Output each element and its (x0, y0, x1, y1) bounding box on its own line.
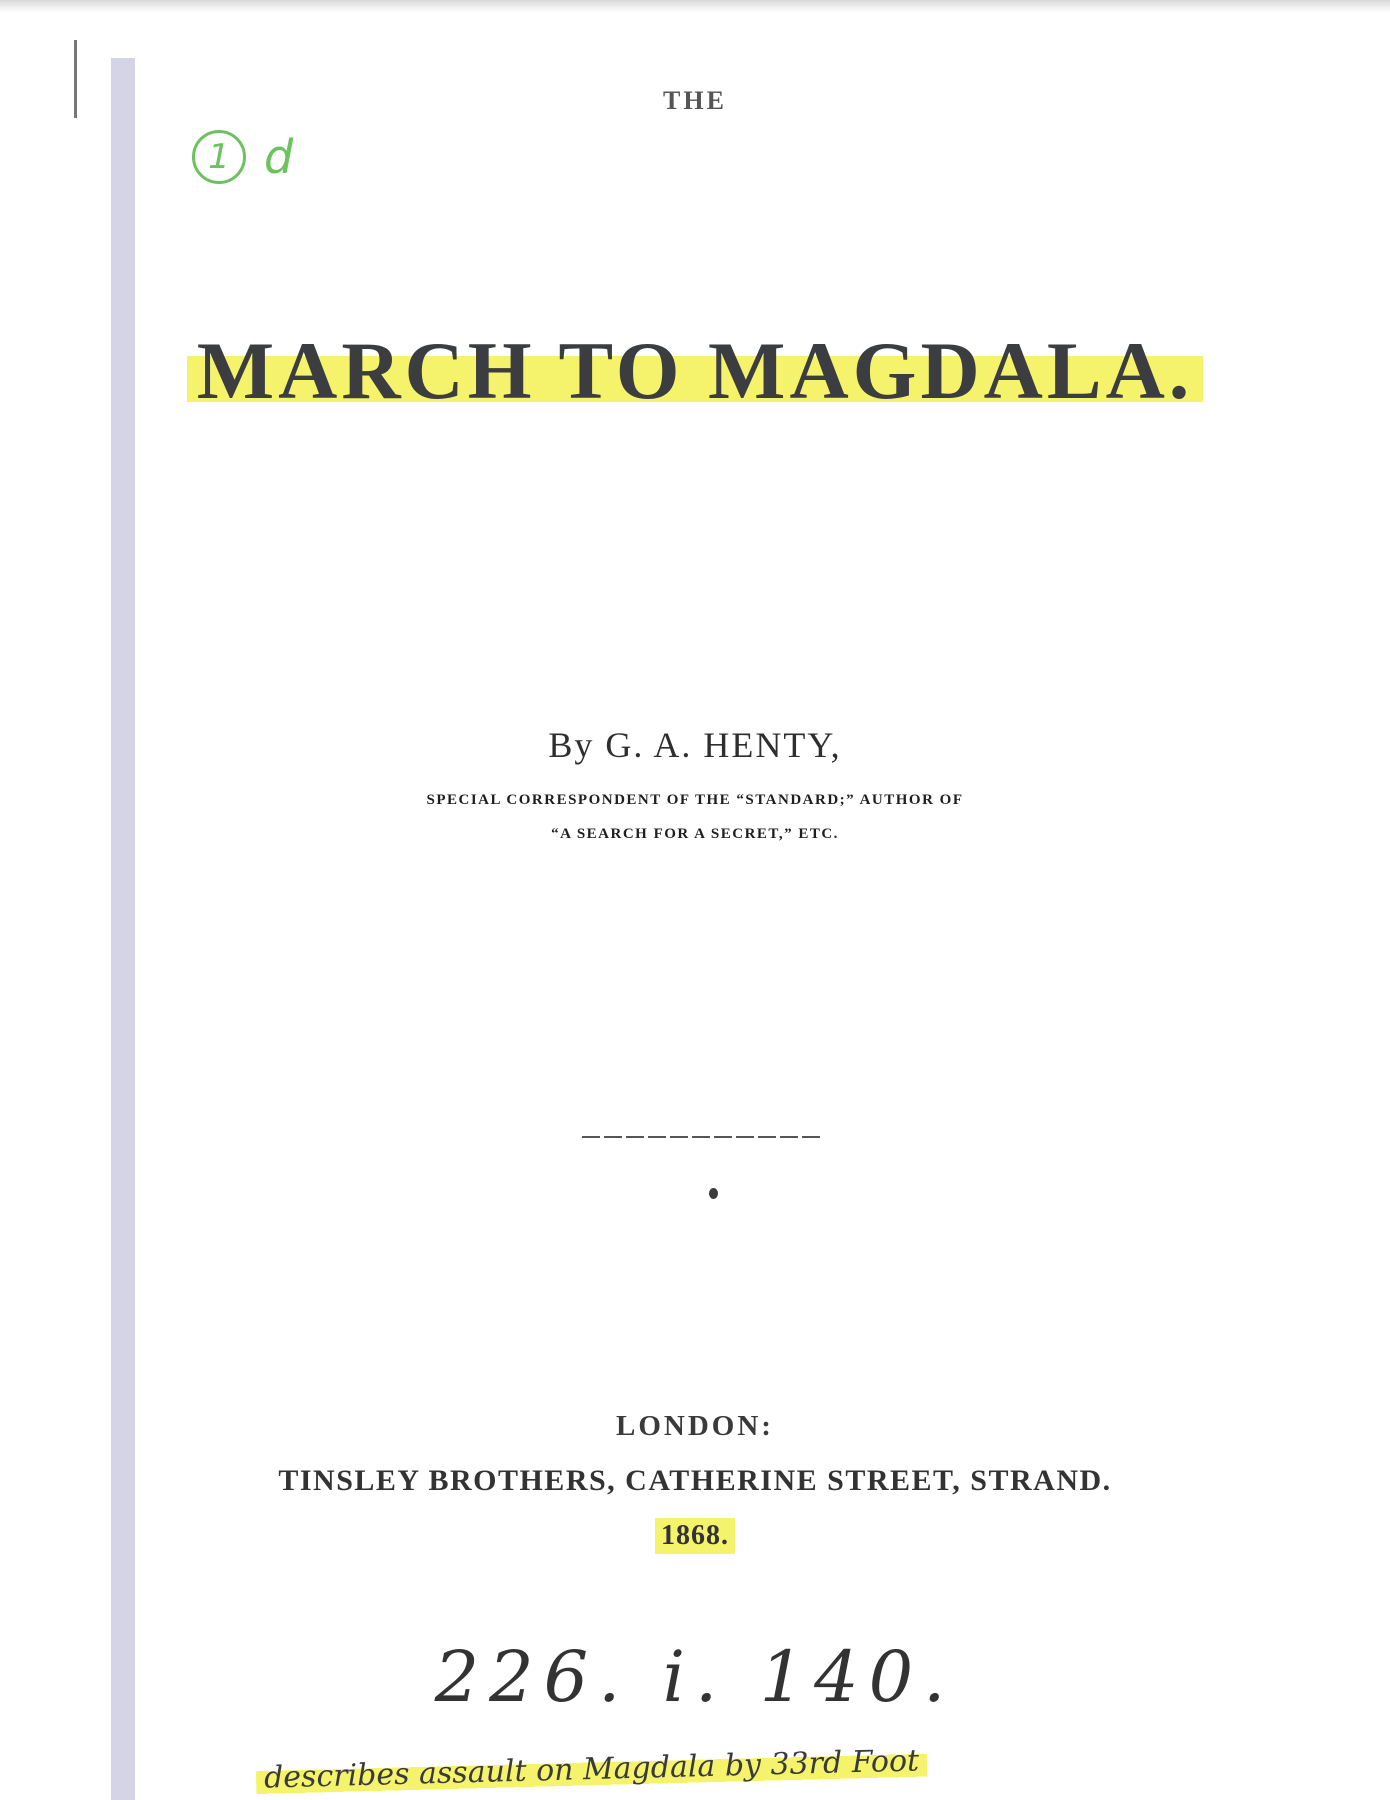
author-credit-line-1: SPECIAL CORRESPONDENT OF THE “STANDARD;” AUTHOR OF (426, 792, 964, 808)
page-top-edge (0, 0, 1390, 12)
handwritten-note: describes assault on Magdala by 33rd Foot (256, 1743, 928, 1796)
imprint-year-wrapper (0, 1518, 1390, 1554)
handwritten-note-wrapper (256, 1743, 927, 1796)
author-prefix: By (548, 725, 595, 765)
imprint-city: LONDON: (616, 1410, 774, 1442)
book-title: MARCH TO MAGDALA. (187, 318, 1204, 418)
imprint-publisher: TINSLEY BROTHERS, CATHERINE STREET, STRAND. (278, 1464, 1112, 1497)
author-line (0, 724, 1390, 766)
decorative-rule (582, 1136, 822, 1138)
author-credit-line-2: “A SEARCH FOR A SECRET,” ETC. (551, 826, 839, 842)
handwritten-shelfmark: 226. i. 140. (434, 1636, 956, 1718)
title-article: THE (663, 86, 727, 115)
title-wrapper (0, 318, 1390, 418)
circled-number: 1 (192, 130, 246, 184)
author-name: G. A. HENTY, (605, 725, 842, 765)
annotation-letter: d (264, 130, 294, 184)
imprint-year: 1868. (655, 1518, 735, 1554)
ink-dot (709, 1188, 718, 1199)
margin-annotation (192, 130, 293, 184)
